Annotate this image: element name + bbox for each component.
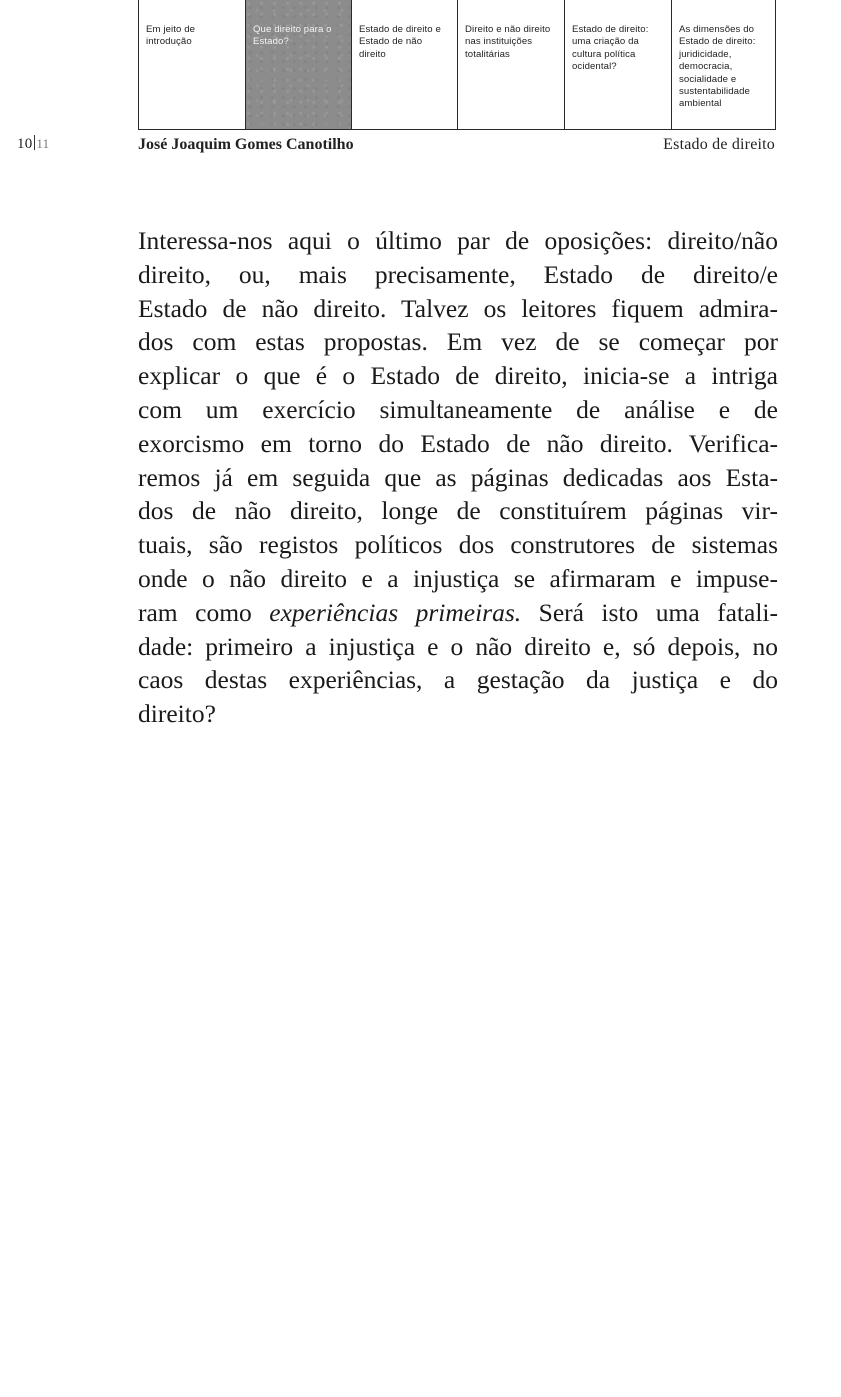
page-number: [17, 135, 49, 153]
body-line: remos já em seguida que as páginas dedicadas aos Esta-: [138, 462, 778, 492]
chapter-tab-cultura-politica: Estado de direito: uma criação da cultura política ocidental?: [564, 0, 671, 129]
body-line-segment: ram como: [138, 597, 270, 627]
body-line: caos destas experiências, a gestação da justiça e do: [138, 665, 778, 695]
body-line: Interessa-nos aqui o último par de oposições: direito/não: [138, 226, 778, 255]
chapter-tab-introducao: Em jeito de introdução: [138, 0, 245, 129]
body-line: dos de não direito, longe de constituírem páginas vir-: [138, 496, 778, 526]
body-line: tuais, são registos políticos dos construtores de sistemas: [138, 530, 778, 560]
body-line: dade: primeiro a injustiça e o não direito e, só depois, no: [138, 631, 778, 661]
chapter-tab-que-direito-active: Que direito para o Estado?: [245, 0, 351, 129]
body-line: direito?: [138, 699, 216, 729]
chapter-tab-instituicoes-totalitarias: Direito e não direito nas instituições totalitárias: [457, 0, 564, 129]
body-line-segment: Será isto uma fatali-: [521, 597, 778, 627]
running-header-author: José Joaquim Gomes Canotilho: [138, 136, 354, 153]
italic-phrase: experiências primeiras.: [269, 597, 522, 627]
body-line: exorcismo em torno do Estado de não direito. Verifica-: [138, 428, 778, 458]
chapter-tab-estado-de-direito: Estado de direito e Estado de não direito: [351, 0, 457, 129]
body-line: direito, ou, mais precisamente, Estado de direito/e: [138, 259, 778, 289]
page-number-facing: 11: [36, 136, 50, 151]
body-line: [138, 596, 778, 630]
body-line: onde o não direito e a injustiça se afirmaram e impuse-: [138, 563, 778, 593]
chapter-tab-dimensoes: As dimensões do Estado de direito: juridicidade, democracia, socialidade e sustentabilidade ambiental: [671, 0, 776, 129]
running-header-book-title: Estado de direito: [663, 136, 775, 153]
body-paragraph: [138, 224, 778, 731]
body-line: dos com estas propostas. Em vez de se começar por: [138, 327, 778, 357]
page-number-current: 10: [17, 136, 33, 152]
body-line: com um exercício simultaneamente de análise e de: [138, 394, 778, 424]
chapter-navigation: [138, 0, 776, 130]
body-line: Estado de não direito. Talvez os leitores fiquem admira-: [138, 293, 778, 323]
body-line: explicar o que é o Estado de direito, inicia-se a intriga: [138, 361, 778, 391]
